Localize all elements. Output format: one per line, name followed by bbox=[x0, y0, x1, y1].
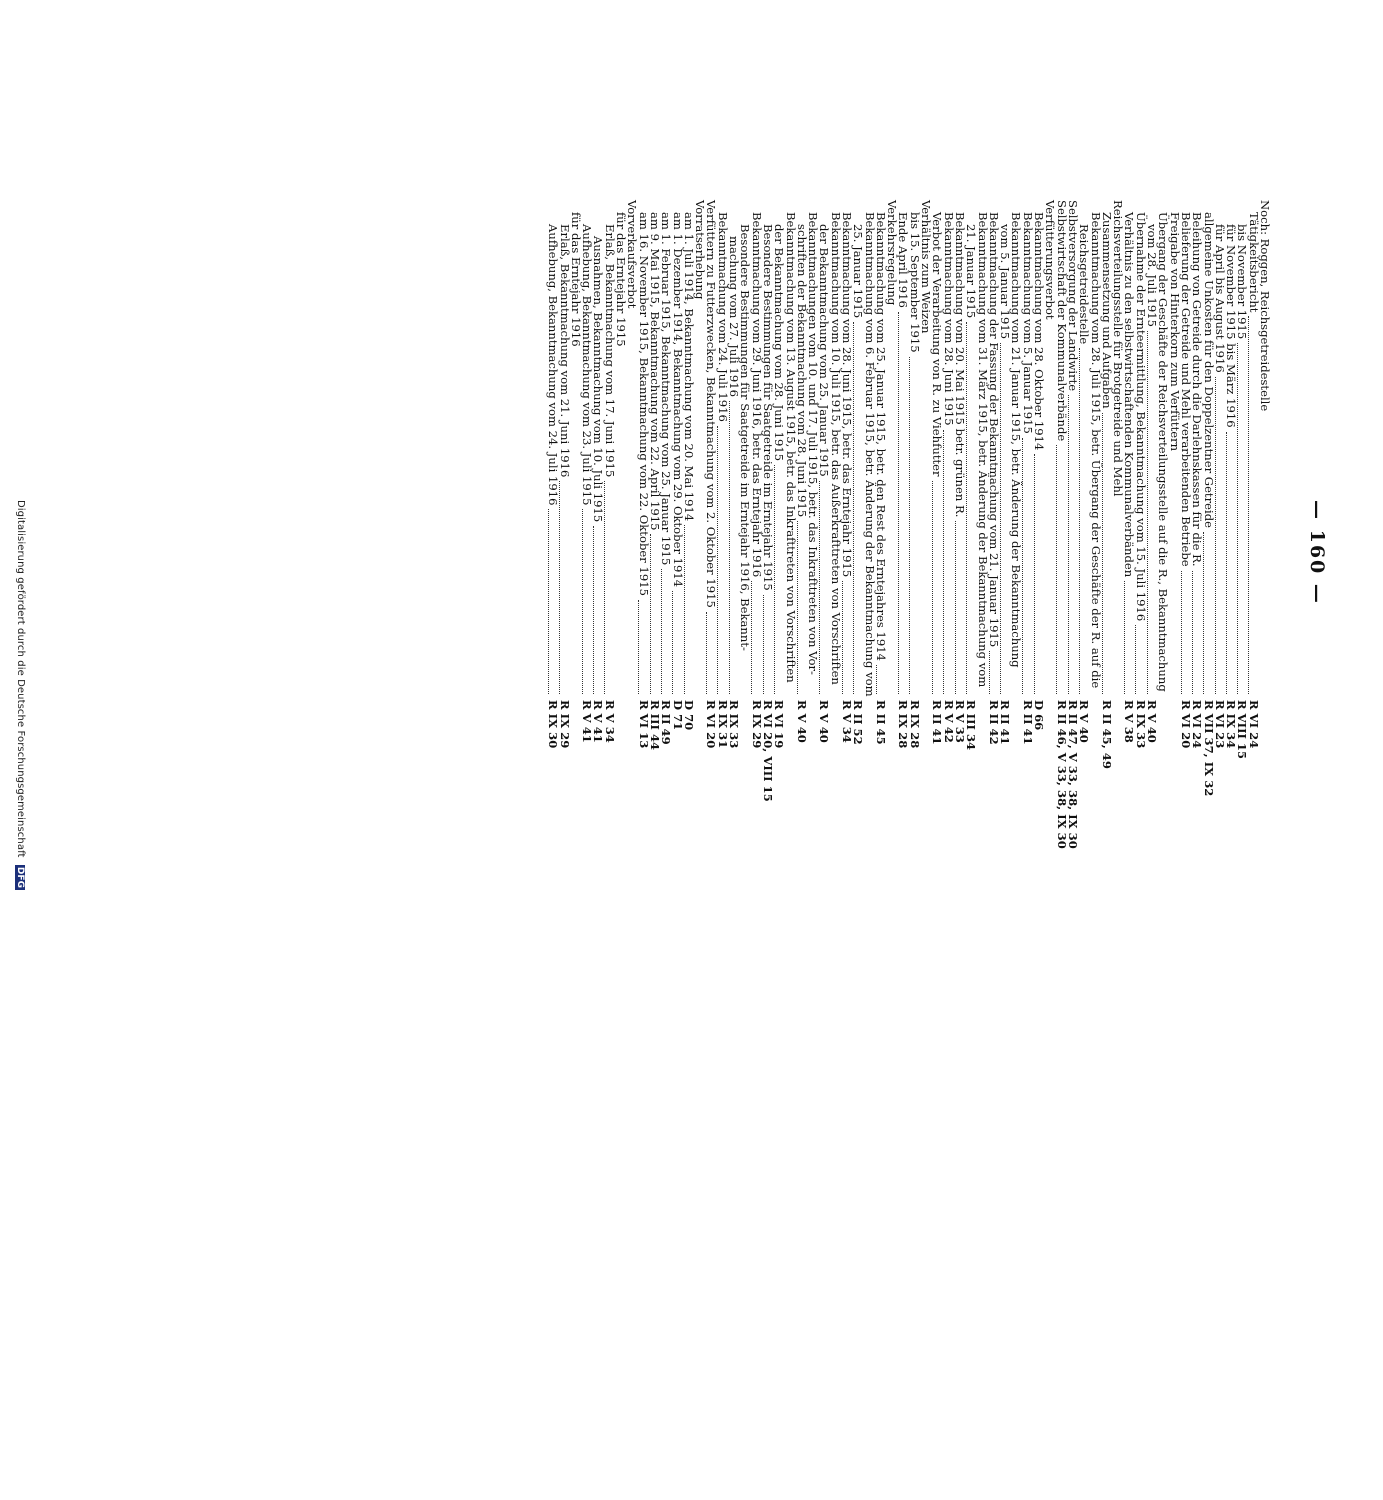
dot-leader bbox=[559, 481, 571, 694]
digitization-note-text: Digitalisierung gefördert durch die Deutsche Forschungsgemeinschaft bbox=[15, 500, 26, 858]
entry-text: Bekanntmachungen vom 10. und 17. Juli 1915, betr. das Inkrafttreten von Vor- bbox=[806, 212, 821, 675]
entry-text: Belieferung der Getreide und Mehl verarbeitenden Betriebe bbox=[1178, 212, 1193, 567]
entry-reference: R II 42 bbox=[986, 700, 1001, 745]
dot-leader bbox=[1124, 581, 1136, 694]
entry-text: der Bekanntmachung vom 25. Januar 1915 bbox=[817, 224, 832, 477]
entry-text: Bekanntmachung vom 28. Juni 1915, betr. das Erntejahr 1915 bbox=[840, 212, 855, 578]
dot-leader bbox=[943, 430, 955, 694]
entry-text: allgemeine Unkosten für den Doppelzentner Getreide bbox=[1201, 212, 1216, 528]
entry-text: Selbstversorgung der Landwirte bbox=[1065, 200, 1080, 392]
entry-text: Verfütterungsverbot bbox=[1043, 200, 1058, 320]
entry-reference: R II 41 bbox=[930, 700, 945, 745]
dot-leader bbox=[650, 534, 662, 694]
entry-text: Erlaß, Bekanntmachung vom 21. Juni 1916 bbox=[557, 224, 572, 478]
entry-text: 21. Januar 1915 bbox=[964, 224, 979, 319]
entry-reference: R V 40 bbox=[794, 700, 809, 743]
entry-reference: R IX 34 bbox=[1224, 700, 1239, 749]
entry-text: bis 15. September 1915 bbox=[907, 212, 922, 353]
entry-text: Reichsverteilungsstelle für Brotgetreide und Mehl bbox=[1111, 200, 1126, 497]
entry-text: Bekanntmachung vom 13. August 1915, betr. das Inkrafttreten von Vorschriften bbox=[783, 212, 798, 683]
dot-leader bbox=[1034, 454, 1046, 694]
dot-leader bbox=[604, 481, 616, 694]
entry-text: Noch: Roggen, Reichsgetreidestelle bbox=[1258, 200, 1272, 412]
entry-text: am 1. Juli 1914, Bekanntmachung vom 20. Mai 1914 bbox=[681, 212, 696, 522]
dot-leader bbox=[1203, 532, 1215, 694]
entry-reference: R II 47, V 33, 38, IX 30 bbox=[1065, 700, 1080, 849]
entry-text: der Bekanntmachung vom 28. Juni 1915 bbox=[772, 224, 787, 462]
page-number: — 160 — bbox=[1306, 500, 1328, 605]
entry-reference: R II 49 bbox=[659, 700, 674, 745]
entry-text: Verfüttern zu Futterzwecken, Bekanntmachung vom 2. Oktober 1915 bbox=[704, 200, 719, 608]
entry-reference: R II 46, V 33, 38, IX 30 bbox=[1054, 700, 1069, 849]
entry-text: Aufhebung, Bekanntmachung vom 23. Juli 1915 bbox=[580, 224, 595, 506]
entry-text: Selbstwirtschaft der Kommunalverbände bbox=[1054, 200, 1069, 442]
entry-text: Bekanntmachung vom 21. Januar 1915, betr. Änderung der Bekanntmachung bbox=[1009, 212, 1024, 668]
entry-text: Bekanntmachung vom 6. Februar 1915, betr. Änderung der Bekanntmachung vom bbox=[862, 212, 877, 697]
dot-leader bbox=[966, 322, 978, 694]
entry-text: schriften der Bekanntmachung vom 28. Juni 1915 bbox=[794, 224, 809, 518]
entry-text: Ausnahmen, Bekanntmachung vom 10. Juli 1915 bbox=[591, 236, 606, 523]
entry-reference: D 70 bbox=[681, 700, 696, 731]
dot-leader bbox=[717, 426, 729, 694]
dot-leader bbox=[1000, 343, 1012, 694]
dot-leader bbox=[582, 509, 594, 694]
entry-text: Zusammensetzung und Aufgaben bbox=[1099, 212, 1114, 409]
dot-leader bbox=[876, 665, 888, 694]
dot-leader bbox=[1215, 377, 1227, 694]
entry-reference: R VI 20 bbox=[704, 700, 719, 749]
entry-text: Verkehrsregelung bbox=[885, 200, 900, 306]
entry-reference: R II 45, 49 bbox=[1099, 700, 1114, 769]
index-entry bbox=[715, 200, 730, 980]
dot-leader bbox=[1181, 571, 1193, 694]
dot-leader bbox=[819, 481, 831, 694]
dot-leader bbox=[1102, 413, 1114, 694]
entry-text: Verbot der Verarbeitung von R. zu Viehfutter bbox=[930, 212, 945, 477]
entry-text: 25. Januar 1915 bbox=[851, 224, 866, 319]
dot-leader bbox=[955, 521, 967, 694]
dot-leader bbox=[1056, 445, 1068, 694]
entry-reference: R V 41 bbox=[580, 700, 595, 743]
entry-text: Beleihung von Getreide durch die Darlehnskassen für die R. bbox=[1190, 212, 1205, 567]
entry-text: Tätigkeitsbericht bbox=[1246, 212, 1261, 313]
index-entry bbox=[749, 200, 764, 980]
entry-text: machung vom 27. Juli 1916 bbox=[727, 236, 742, 397]
entry-reference: R IX 29 bbox=[557, 700, 572, 749]
entry-text: Bekanntmachung vom 20. Mai 1915 betr. grünen R. bbox=[952, 212, 967, 518]
entry-text: am 16. November 1915, Bekanntmachung vom 22. Oktober 1915 bbox=[636, 212, 651, 596]
dot-leader bbox=[1147, 331, 1159, 694]
entry-reference: R V 40 bbox=[817, 700, 832, 743]
entry-reference: R III 34 bbox=[964, 700, 979, 751]
index-entry bbox=[1054, 200, 1069, 980]
dot-leader bbox=[1192, 571, 1204, 694]
dfg-logo: DFG bbox=[15, 866, 25, 889]
entry-reference: R V 33 bbox=[952, 700, 967, 743]
entry-text: für das Erntejahr 1915 bbox=[614, 212, 629, 347]
entry-reference: R III 44 bbox=[647, 700, 662, 751]
entry-text: Vorratserhebung bbox=[693, 200, 708, 300]
entry-text: Bekanntmachung vom 29. Juni 1916, betr. das Erntejahr 1916 bbox=[749, 212, 764, 578]
entry-reference: R VI 19 bbox=[772, 700, 787, 749]
entry-text: Verhältnis zum Weizen bbox=[919, 200, 934, 334]
dot-leader bbox=[638, 600, 650, 694]
dot-leader bbox=[706, 612, 718, 694]
dot-leader bbox=[898, 312, 910, 694]
entry-text: für das Erntejahr 1916 bbox=[568, 212, 583, 347]
entry-reference: R VI 13 bbox=[636, 700, 651, 749]
entry-reference: D 71 bbox=[670, 700, 685, 731]
dot-leader bbox=[1226, 432, 1238, 694]
index-entries bbox=[547, 200, 1270, 980]
entry-reference: R VI 24 bbox=[1246, 700, 1261, 749]
entry-text: Erlaß, Bekanntmachung vom 17. Juni 1915 bbox=[602, 224, 617, 478]
dot-leader bbox=[763, 595, 775, 694]
entry-text: Bekanntmachung vom 25. Januar 1915, betr. den Rest des Erntejahres 1914 bbox=[873, 212, 888, 661]
entry-reference: R V 42 bbox=[941, 700, 956, 743]
entry-reference: R V 34 bbox=[602, 700, 617, 743]
entry-text: Ende April 1916 bbox=[896, 212, 911, 308]
entry-reference: R II 41 bbox=[998, 700, 1013, 745]
entry-reference: R II 41 bbox=[1020, 700, 1035, 745]
dot-leader bbox=[548, 509, 560, 694]
entry-text: für April bis August 1916 bbox=[1212, 224, 1227, 373]
entry-text: Bekanntmachung vom 28. Oktober 1914 bbox=[1032, 212, 1047, 451]
index-entry bbox=[704, 200, 719, 980]
entry-text: Besondere Bestimmungen für Saatgetreide im Erntejahr 1915 bbox=[760, 224, 775, 591]
entry-text: Bekanntmachung der Fassung der Bekanntmachung vom 21. Januar 1915 bbox=[986, 212, 1001, 648]
entry-text: vom 28. Juli 1915 bbox=[1145, 224, 1160, 328]
dot-leader bbox=[842, 581, 854, 694]
entry-reference: R V 41 bbox=[591, 700, 606, 743]
dot-leader bbox=[729, 401, 741, 694]
index-entry bbox=[1167, 200, 1182, 980]
entry-reference: R VII 37, IX 32 bbox=[1201, 700, 1216, 797]
entry-text: Bekanntmachung vom 5. Januar 1915 bbox=[1020, 212, 1035, 434]
entry-reference: R VI 20, VIII 15 bbox=[760, 700, 775, 802]
dot-leader bbox=[1248, 316, 1260, 694]
entry-text: am 1. Dezember 1914, Bekanntmachung vom 29. Oktober 1914 bbox=[670, 212, 685, 588]
entry-reference: R IX 33 bbox=[727, 700, 742, 749]
entry-text: Freigabe von Hinterkorn zum Verfüttern bbox=[1167, 212, 1182, 452]
entry-text: am 9. Mai 1915, Bekanntmachung vom 22. April 1915 bbox=[647, 212, 662, 531]
dot-leader bbox=[672, 591, 684, 694]
dot-leader bbox=[661, 569, 673, 694]
entry-reference: R II 52 bbox=[851, 700, 866, 745]
dot-leader bbox=[774, 465, 786, 694]
entry-reference: R IX 31 bbox=[715, 700, 730, 749]
entry-text: Aufhebung, Bekanntmachung vom 24. Juli 1916 bbox=[546, 224, 561, 506]
dot-leader bbox=[684, 525, 696, 694]
entry-reference: R IX 28 bbox=[907, 700, 922, 749]
entry-text: Bekanntmachung vom 24. Juli 1916 bbox=[715, 212, 730, 422]
entry-text: am 1. Februar 1915, Bekanntmachung vom 25. Januar 1915 bbox=[659, 212, 674, 566]
entry-reference: R VIII 15 bbox=[1235, 700, 1250, 760]
dot-leader bbox=[1237, 343, 1249, 694]
entry-text: Übergang der Geschäfte der Reichsverteilungsstelle auf die R., Bekanntmachung bbox=[1156, 212, 1171, 692]
entry-reference: R II 45 bbox=[873, 700, 888, 745]
dot-leader bbox=[1135, 625, 1147, 694]
entry-text: vom 5. Januar 1915 bbox=[998, 224, 1013, 340]
dot-leader bbox=[1022, 438, 1034, 694]
index-entry bbox=[546, 200, 561, 980]
dot-leader bbox=[853, 322, 865, 694]
entry-text: Reichsgetreidestelle bbox=[1077, 224, 1092, 345]
dot-leader bbox=[1079, 348, 1091, 694]
entry-reference: R VI 24 bbox=[1190, 700, 1205, 749]
entry-text: Bekanntmachung vom 28. Juli 1915, betr. Übergang der Geschäfte der R. auf die bbox=[1088, 212, 1103, 689]
entry-text: Besondere Bestimmungen für Saatgetreide im Erntejahr 1916, Bekannt- bbox=[738, 224, 753, 651]
digitization-note bbox=[8, 500, 26, 1500]
entry-reference: R IX 30 bbox=[546, 700, 561, 749]
index-page bbox=[190, 200, 1328, 980]
entry-text: Bekanntmachung vom 31. März 1915, betr. Änderung der Bekanntmachung vom bbox=[975, 212, 990, 688]
index-entry bbox=[1020, 200, 1035, 980]
dot-leader bbox=[989, 651, 1001, 694]
entry-text: Übernahme der Ernteermittlung, Bekanntmachung vom 15. Juli 1916 bbox=[1133, 212, 1148, 622]
entry-reference: R VI 23 bbox=[1212, 700, 1227, 749]
entry-reference: R IX 28 bbox=[896, 700, 911, 749]
entry-text: bis November 1915 bbox=[1235, 224, 1250, 340]
dot-leader bbox=[797, 521, 809, 694]
entry-text: Bekanntmachung vom 10. Juli 1915, betr. das Außerkrafttreten von Vorschriften bbox=[828, 212, 843, 685]
entry-reference: R V 34 bbox=[840, 700, 855, 743]
entry-reference: R V 38 bbox=[1122, 700, 1137, 743]
entry-reference: R IX 33 bbox=[1133, 700, 1148, 749]
index-entry bbox=[896, 200, 911, 980]
entry-text: Bekanntmachung vom 28. Juni 1915 bbox=[941, 212, 956, 426]
entry-reference: R VI 20 bbox=[1178, 700, 1193, 749]
entry-text: für November 1915 bis März 1916 bbox=[1224, 224, 1239, 428]
entry-reference: R V 40 bbox=[1077, 700, 1092, 743]
dot-leader bbox=[932, 481, 944, 694]
index-entry bbox=[636, 200, 651, 980]
entry-reference: D 66 bbox=[1032, 700, 1047, 731]
entry-reference: R IX 29 bbox=[749, 700, 764, 749]
dot-leader bbox=[1068, 395, 1080, 694]
entry-reference: R V 40 bbox=[1145, 700, 1160, 743]
entry-text: Vorverkaufsverbot bbox=[625, 200, 640, 309]
dot-leader bbox=[751, 581, 763, 694]
entry-text: Verhältnis zu den selbstwirtschaftenden Kommunalverbänden bbox=[1122, 212, 1137, 578]
dot-leader bbox=[910, 357, 922, 694]
dot-leader bbox=[593, 526, 605, 694]
